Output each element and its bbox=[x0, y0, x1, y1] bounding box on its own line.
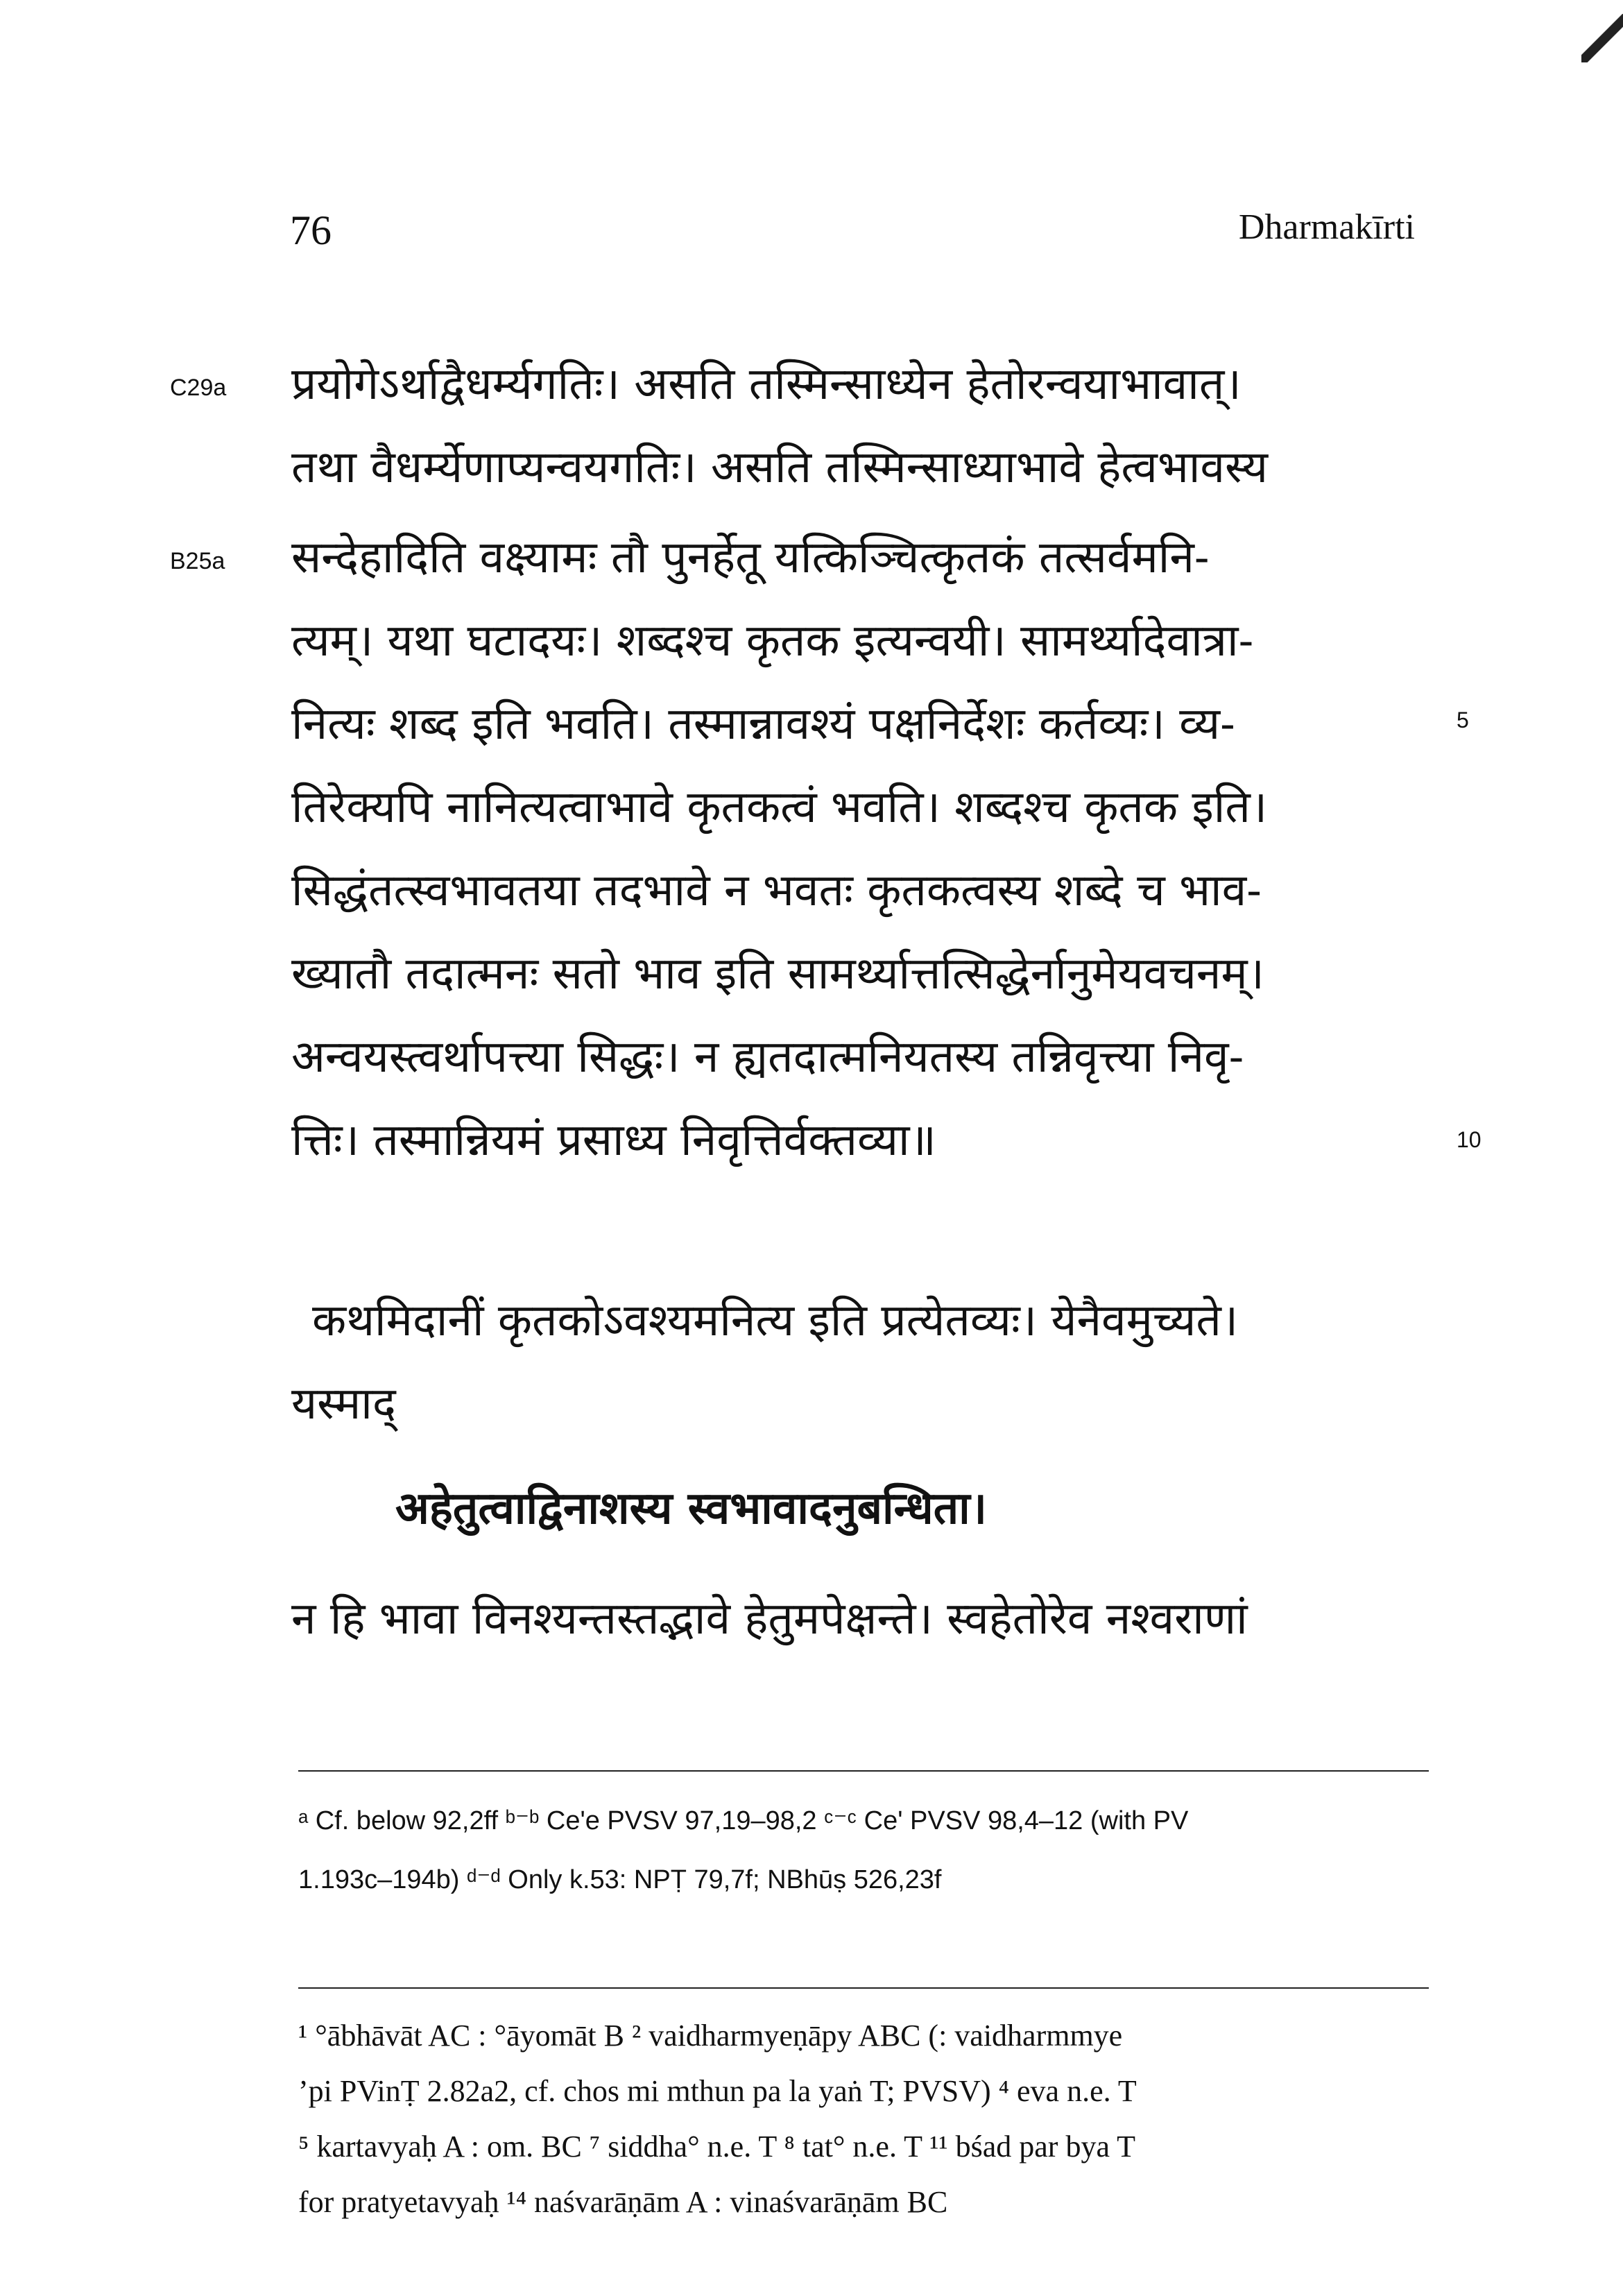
apparatus-rule bbox=[298, 1987, 1429, 1989]
running-title: Dharmakīrti bbox=[1238, 207, 1415, 247]
apparatus-line-3: ⁵ kartavyaḥ A : om. BC ⁷ siddha° n.e. T ⁸ tat° n.e. T ¹¹ bśad par bya T bbox=[298, 2130, 1136, 2164]
body-line-6: तिरेक्यपि नानित्यत्वाभावे कृतकत्वं भवति। शब्दश्च कृतक इति। bbox=[291, 782, 1268, 833]
margin-label-c29a: C29a bbox=[170, 375, 227, 401]
body-line-3: सन्देहादिति वक्ष्यामः तौ पुनर्हेतू यत्किञ्चित्कृतकं तत्सर्वमनि- bbox=[291, 532, 1210, 583]
margin-label-b25a: B25a bbox=[170, 548, 225, 574]
line-number-5: 5 bbox=[1457, 708, 1469, 733]
sources-rule bbox=[298, 1770, 1429, 1772]
para2-line-2: यस्माद् bbox=[291, 1378, 396, 1430]
body-line-8: ख्यातौ तदात्मनः सतो भाव इति सामर्थ्यात्तत्सिद्धेर्नानुमेयवचनम्। bbox=[291, 948, 1264, 1000]
sources-line-1: ᵃ Cf. below 92,2ff ᵇ⁻ᵇ Ce'e PVSV 97,19–98,2 ᶜ⁻ᶜ Ce' PVSV 98,4–12 (with PV bbox=[298, 1806, 1189, 1835]
line-number-10: 10 bbox=[1457, 1127, 1482, 1152]
body-line-2: तथा वैधर्म्येणाप्यन्वयगतिः। असति तस्मिन्साध्याभावे हेत्वभावस्य bbox=[291, 442, 1269, 493]
para2-line-1: कथमिदानीं कृतकोऽवश्यमनित्य इति प्रत्येतव्यः। येनैवमुच्यते। bbox=[312, 1295, 1239, 1346]
apparatus-line-1: ¹ °ābhāvāt AC : °āyomāt B ² vaidharmyeṇāpy ABC (: vaidharmmye bbox=[298, 2019, 1123, 2053]
apparatus-line-2: ’pi PVinṬ 2.82a2, cf. chos mi mthun pa la yaṅ T; PVSV) ⁴ eva n.e. T bbox=[298, 2074, 1137, 2108]
body-line-1: प्रयोगेऽर्थाद्वैधर्म्यगतिः। असति तस्मिन्साध्येन हेतोरन्वयाभावात्। bbox=[291, 359, 1242, 410]
body-line-7: सिद्धंतत्स्वभावतया तदभावे न भवतः कृतकत्वस्य शब्दे च भाव- bbox=[291, 865, 1262, 916]
body-line-5: नित्यः शब्द इति भवति। तस्मान्नावश्यं पक्षनिर्देशः कर्तव्यः। व्य- bbox=[291, 699, 1235, 750]
karika-verse: अहेतुत्वाद्विनाशस्य स्वभावादनुबन्धिता। bbox=[395, 1483, 987, 1534]
body-line-10: त्तिः। तस्मान्नियमं प्रसाध्य निवृत्तिर्वक्तव्या॥ bbox=[291, 1115, 936, 1166]
body-line-9: अन्वयस्त्वर्थापत्त्या सिद्धः। न ह्यतदात्मनियतस्य तन्निवृत्त्या निवृ- bbox=[291, 1031, 1244, 1083]
apparatus-line-4: for pratyetavyaḥ ¹⁴ naśvarāṇām A : vinaśvarāṇām BC bbox=[298, 2185, 948, 2219]
body-line-4: त्यम्। यथा घटादयः। शब्दश्च कृतक इत्यन्वयी। सामर्थ्यादेवात्रा- bbox=[291, 615, 1254, 667]
scan-corner-mark bbox=[1581, 14, 1623, 62]
sources-line-2: 1.193c–194b) ᵈ⁻ᵈ Only k.53: NPṬ 79,7f; NBhūṣ 526,23f bbox=[298, 1865, 942, 1894]
body-last-line: न हि भावा विनश्यन्तस्तद्भावे हेतुमपेक्षन्ते। स्वहेतोरेव नश्वराणां bbox=[291, 1593, 1248, 1645]
page-number: 76 bbox=[290, 207, 332, 253]
